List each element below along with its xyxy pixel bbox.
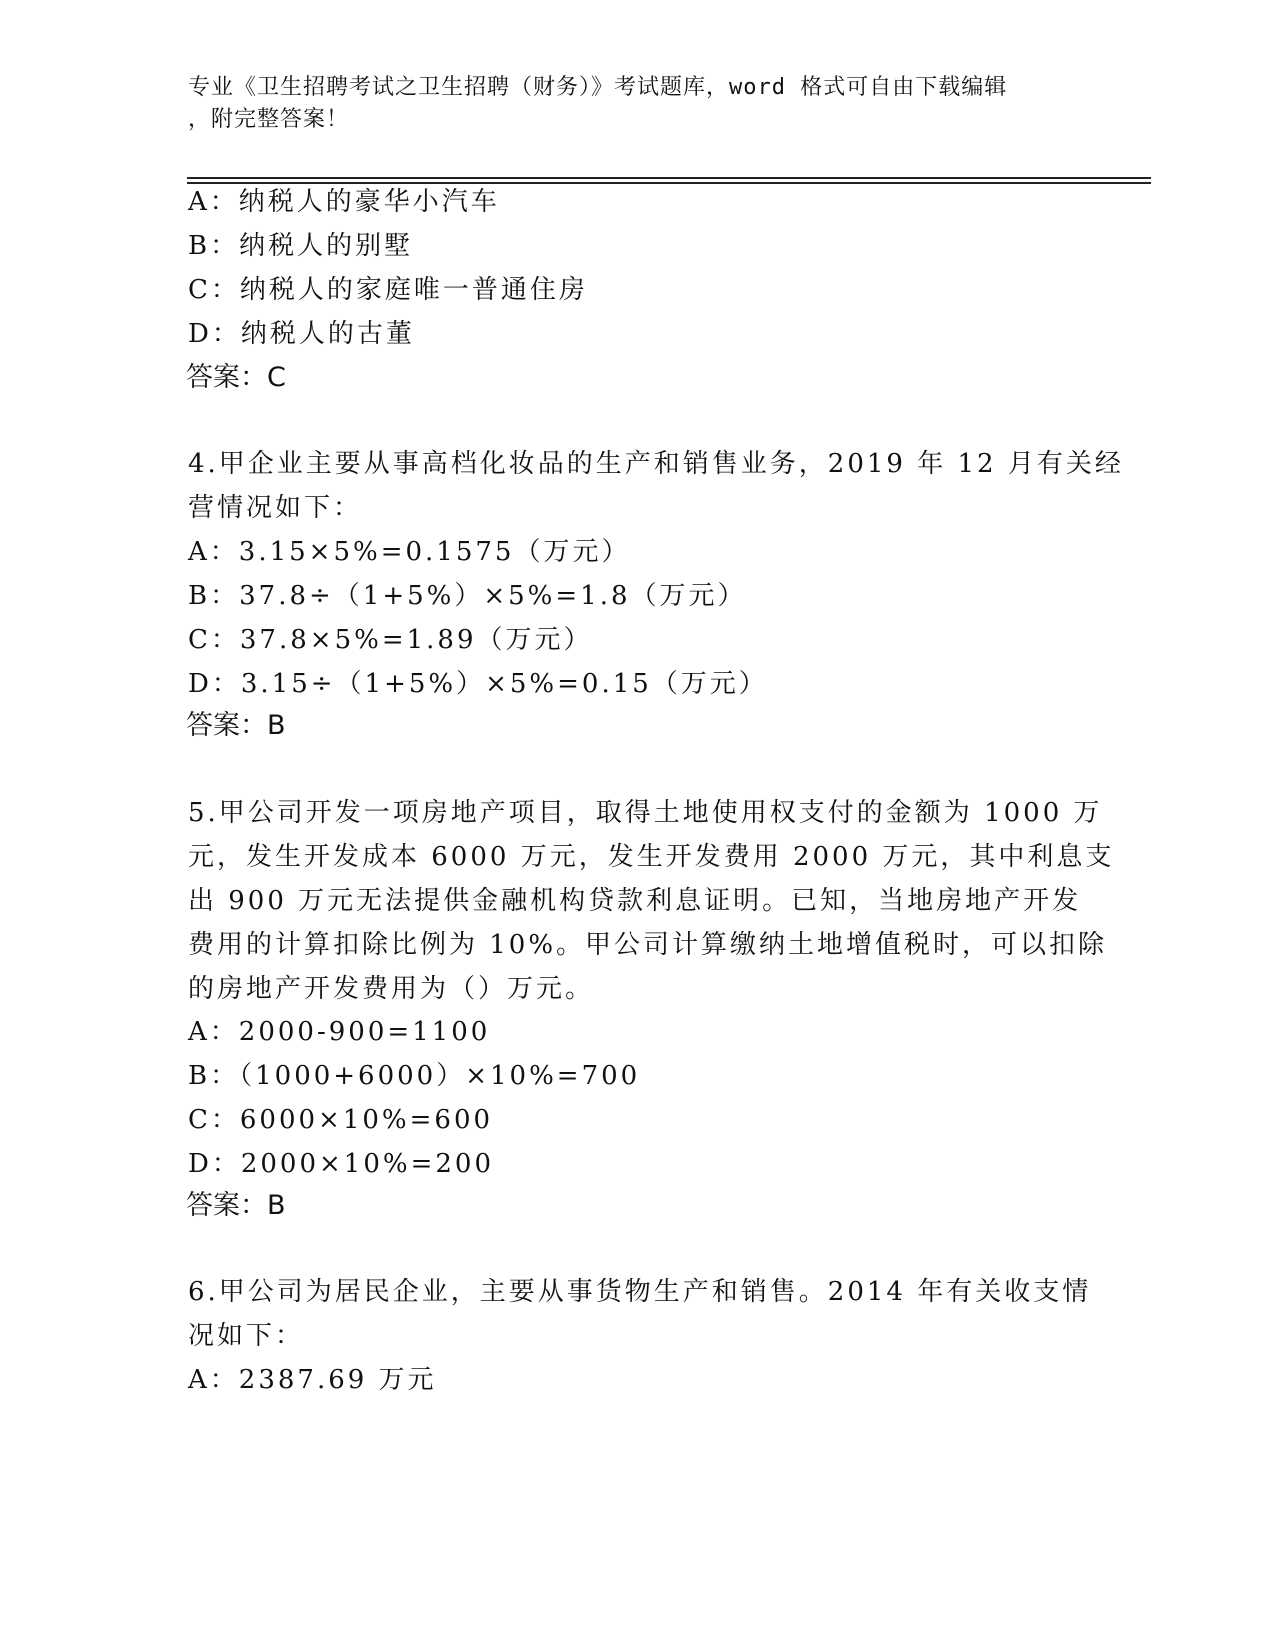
header-line-1: 专业《卫生招聘考试之卫生招聘（财务）》考试题库，word 格式可自由下载编辑 [188, 75, 1008, 100]
q4-stem-line-1: 4.甲企业主要从事高档化妆品的生产和销售业务，2019 年 12 月有关经 [188, 449, 1124, 479]
q5-stem-line-3: 出 900 万元无法提供金融机构贷款利息证明。已知，当地房地产开发 [188, 886, 1082, 916]
header-divider-top [187, 177, 1151, 179]
q5-stem-line-2: 元，发生开发成本 6000 万元，发生开发费用 2000 万元，其中利息支 [188, 842, 1115, 872]
q4-option-c: C：37.8×5%=1.89（万元） [188, 625, 593, 655]
q3-option-a: A：纳税人的豪华小汽车 [188, 187, 500, 217]
q5-answer: 答案：B [186, 1190, 286, 1221]
q4-stem-line-2: 营情况如下： [188, 493, 363, 523]
q3-option-c: C：纳税人的家庭唯一普通住房 [188, 275, 588, 305]
q5-stem-line-4: 费用的计算扣除比例为 10%。甲公司计算缴纳土地增值税时，可以扣除 [188, 930, 1108, 960]
q3-option-b: B：纳税人的别墅 [188, 231, 414, 261]
q5-option-b: B：（1000+6000）×10%=700 [188, 1061, 641, 1091]
q3-answer: 答案：C [186, 362, 286, 393]
document-header [188, 72, 1088, 136]
q4-option-a: A：3.15×5%=0.1575（万元） [188, 537, 631, 567]
q6-stem-line-1: 6.甲公司为居民企业，主要从事货物生产和销售。2014 年有关收支情 [188, 1277, 1092, 1307]
q6-stem-line-2: 况如下： [188, 1321, 305, 1351]
q4-answer: 答案：B [186, 710, 286, 741]
q5-option-c: C：6000×10%=600 [188, 1105, 494, 1135]
q5-stem-line-5: 的房地产开发费用为（）万元。 [188, 974, 595, 1004]
q3-option-d: D：纳税人的古董 [188, 319, 415, 349]
q6-option-a: A：2387.69 万元 [188, 1365, 437, 1395]
header-divider-bottom [187, 182, 1151, 184]
q5-stem-line-1: 5.甲公司开发一项房地产项目，取得土地使用权支付的金额为 1000 万 [188, 798, 1103, 828]
q5-option-d: D：2000×10%=200 [188, 1149, 494, 1179]
q4-option-d: D：3.15÷（1+5%）×5%=0.15（万元） [188, 669, 768, 699]
q5-option-a: A：2000-900=1100 [188, 1017, 491, 1047]
q4-option-b: B：37.8÷（1+5%）×5%=1.8（万元） [188, 581, 747, 611]
header-line-2: ，附完整答案！ [188, 107, 350, 132]
